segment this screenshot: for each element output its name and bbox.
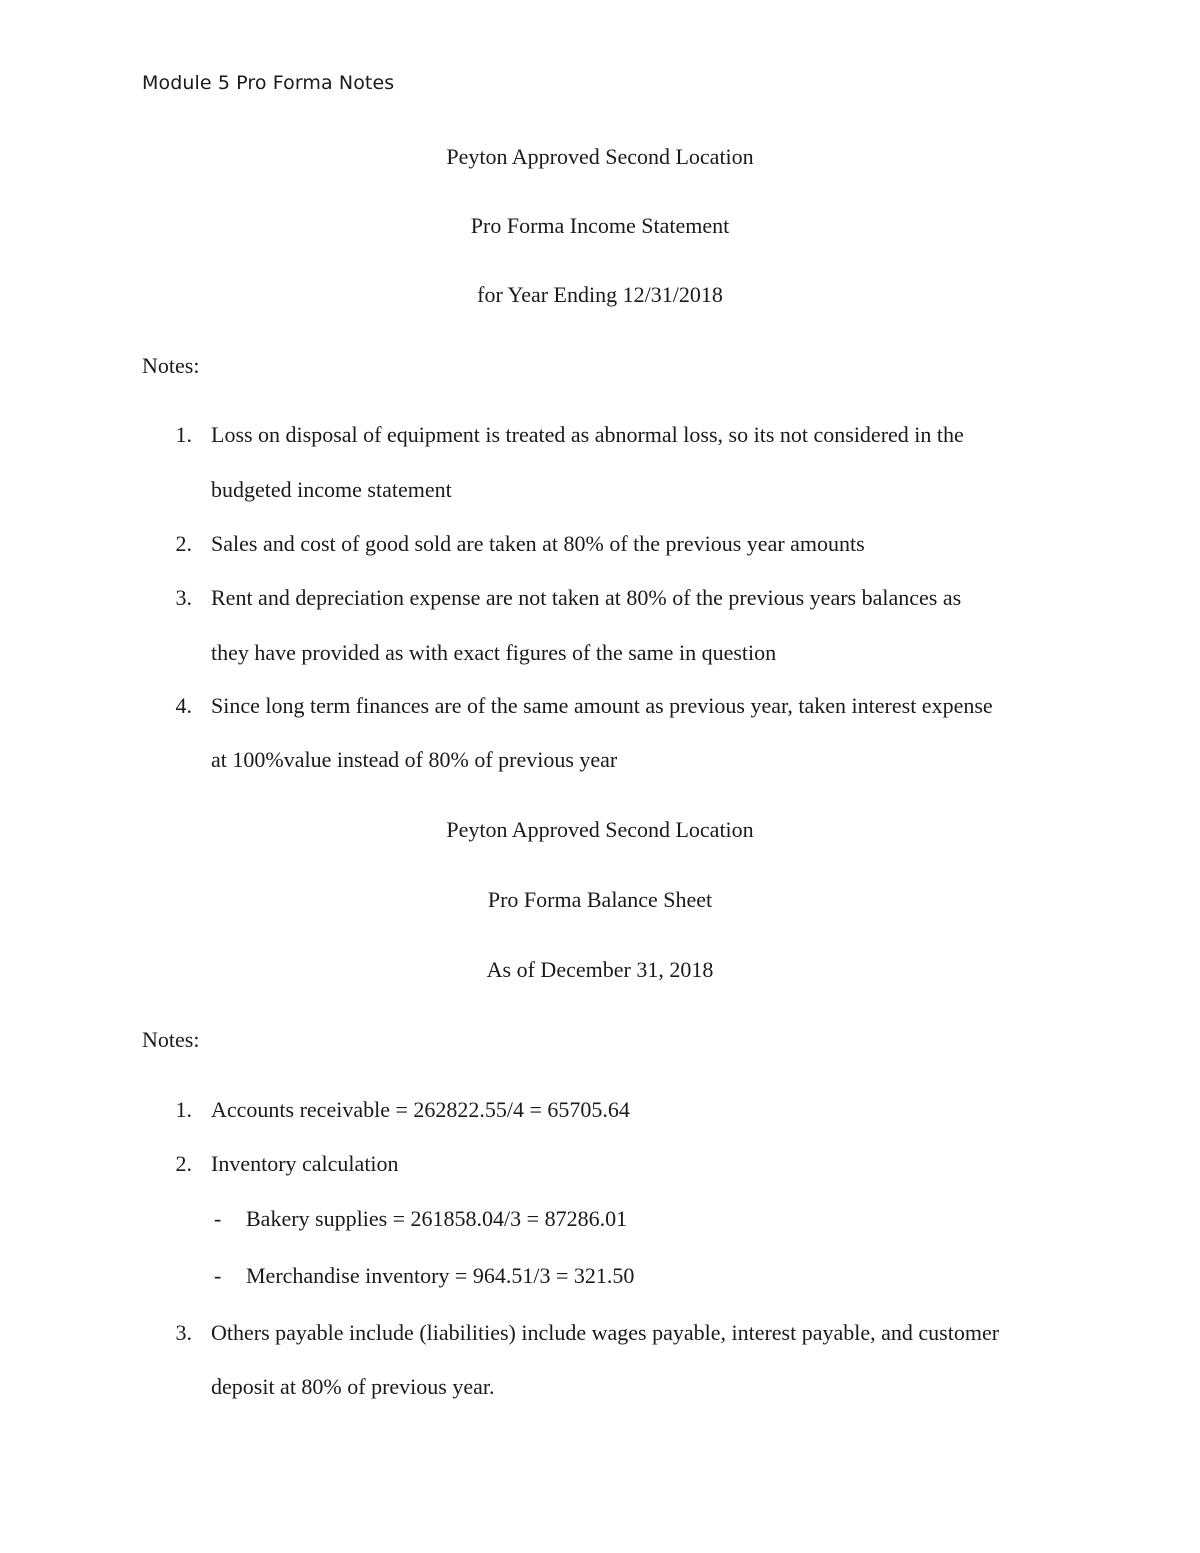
list-number: 2.: [175, 531, 192, 556]
income-note-2-line-1: Sales and cost of good sold are taken at 80% of the previous year amounts: [211, 531, 865, 556]
income-note-4-line-2: at 100%value instead of 80% of previous year: [211, 747, 618, 772]
income-statement-title: Pro Forma Income Statement: [470, 213, 730, 238]
list-number: 4.: [175, 693, 192, 718]
income-note-1-line-1: Loss on disposal of equipment is treated as abnormal loss, so its not considered in the: [211, 422, 964, 447]
balance-note-3-line-2: deposit at 80% of previous year.: [211, 1374, 495, 1399]
list-number: 3.: [175, 1320, 192, 1345]
list-number: 2.: [175, 1151, 192, 1176]
income-statement-period: for Year Ending 12/31/2018: [477, 282, 723, 307]
balance-note-1-line-1: Accounts receivable = 262822.55/4 = 65705.64: [211, 1097, 630, 1122]
list-dash: -: [214, 1206, 222, 1231]
subitem-text: Merchandise inventory = 964.51/3 = 321.50: [246, 1263, 635, 1288]
balance-sheet-notes-label: Notes:: [142, 1027, 200, 1052]
subitem-text: Bakery supplies = 261858.04/3 = 87286.01: [246, 1206, 628, 1231]
list-number: 1.: [175, 422, 192, 447]
income-note-3-line-2: they have provided as with exact figures of the same in question: [211, 640, 777, 665]
list-dash: -: [214, 1263, 222, 1288]
balance-sheet-date: As of December 31, 2018: [486, 957, 714, 982]
list-number: 3.: [175, 585, 192, 610]
balance-note-2-line-1: Inventory calculation: [211, 1151, 399, 1176]
income-statement-company-title: Peyton Approved Second Location: [446, 144, 754, 169]
running-header: Module 5 Pro Forma Notes: [142, 72, 395, 94]
balance-note-3-line-1: Others payable include (liabilities) include wages payable, interest payable, and customer: [211, 1320, 1000, 1345]
income-note-3-line-1: Rent and depreciation expense are not taken at 80% of the previous years balances as: [211, 585, 962, 610]
income-statement-notes-label: Notes:: [142, 353, 200, 378]
income-note-1-line-2: budgeted income statement: [211, 477, 452, 502]
income-note-4-line-1: Since long term finances are of the same amount as previous year, taken interest expense: [211, 693, 993, 718]
list-number: 1.: [175, 1097, 192, 1122]
balance-sheet-title: Pro Forma Balance Sheet: [487, 887, 713, 912]
balance-sheet-company-title: Peyton Approved Second Location: [446, 817, 754, 842]
